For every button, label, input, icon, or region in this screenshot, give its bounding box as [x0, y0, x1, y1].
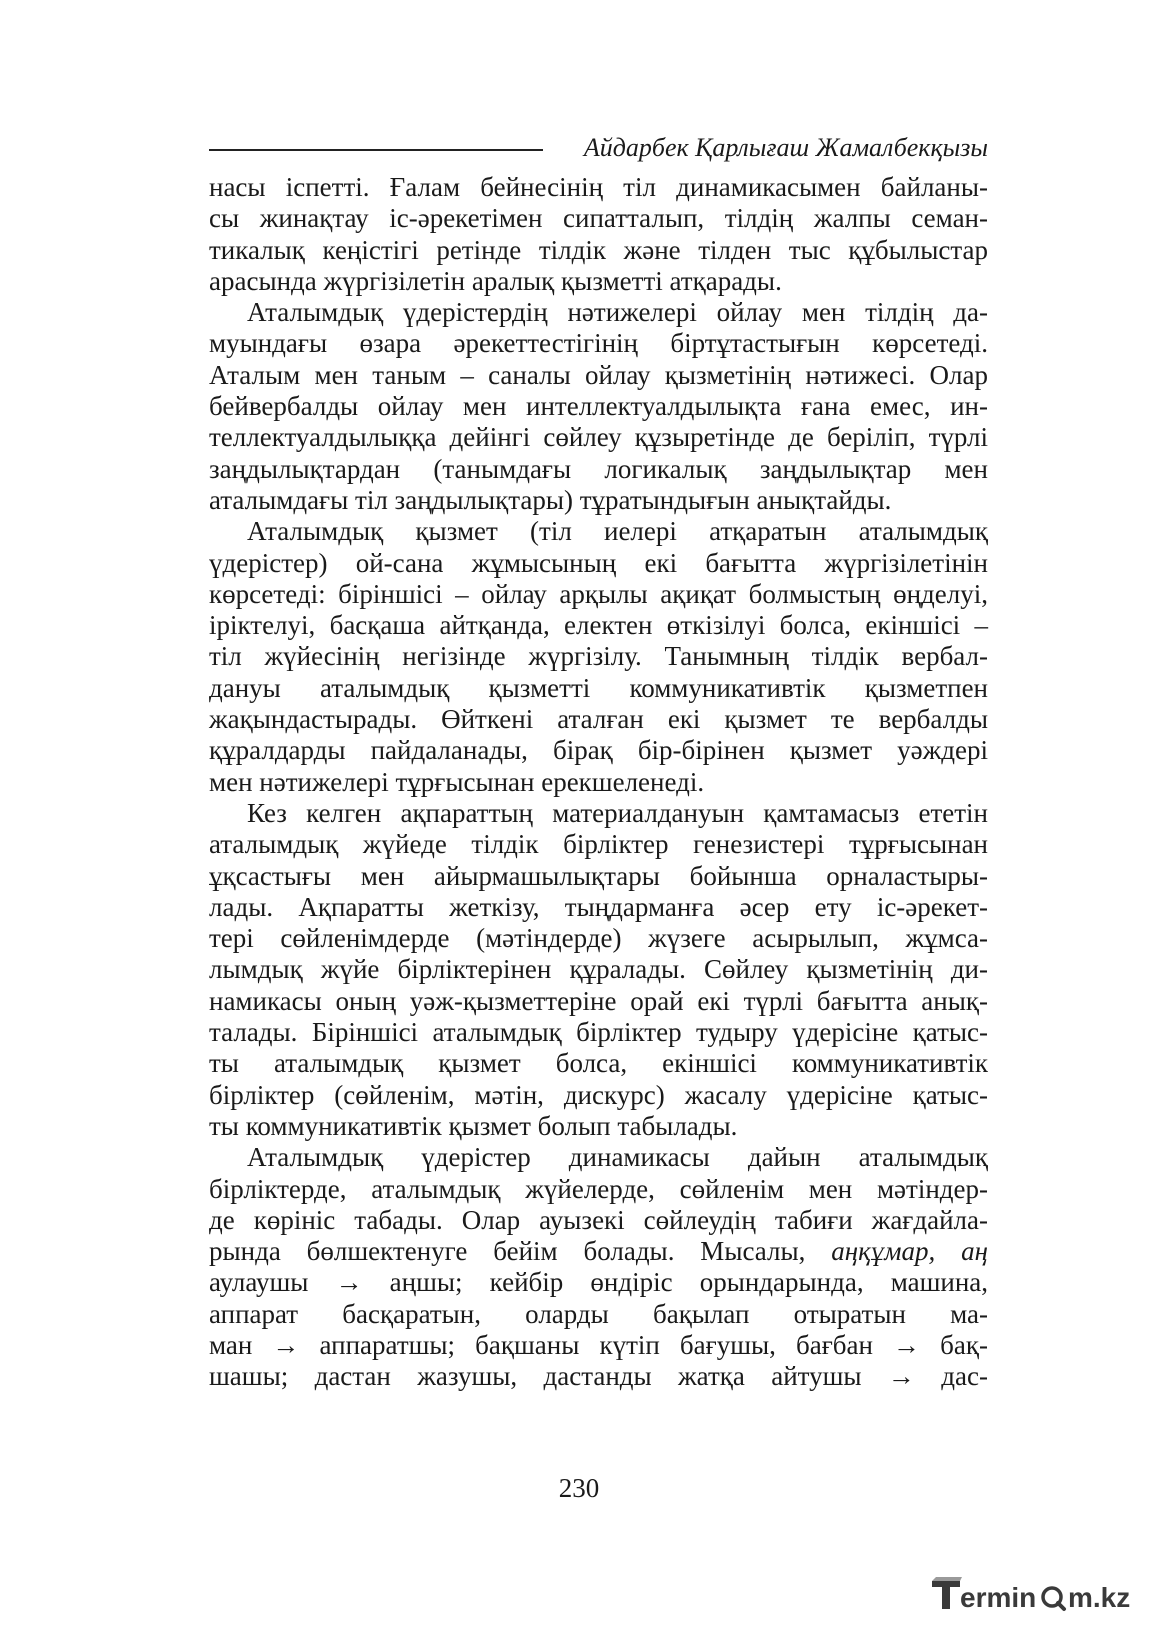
- text-line: теллектуалдылыққа дейінгі сөйлеу құзыретінде де беріліп, түрлі: [209, 422, 988, 453]
- text-line: жақындастырады. Өйткені аталған екі қызмет те вербалды: [209, 704, 988, 735]
- text-line: арасында жүргізілетін аралық қызметті атқарады.: [209, 265, 782, 296]
- text-line: іріктелуі, басқаша айтқанда, електен өткізілуі болса, екіншісі –: [209, 610, 988, 641]
- text-line: насы іспетті. Ғалам бейнесінің тіл динамикасымен байланы-: [209, 172, 988, 202]
- text-line: Аталымдық қызмет (тіл иелері атқаратын аталымдық: [247, 516, 988, 547]
- text-line: ұқсастығы мен айырмашылықтары бойынша орналастыры-: [209, 860, 988, 891]
- text-line: ты аталымдық қызмет болса, екіншісі коммуникативтік: [209, 1048, 988, 1079]
- running-head-author: Айдарбек Қарлығаш Жамалбекқызы: [583, 133, 988, 162]
- watermark-text-right: m.kz: [1068, 1582, 1131, 1613]
- text-line: аталымдық жүйеде тілдік бірліктер генезистері тұрғысынан: [209, 829, 988, 860]
- text-line: заңдылықтардан (танымдағы логикалық заңдылықтар мен: [209, 453, 988, 484]
- text-line: тіл жүйесінің негізінде жүргізілу. Танымның тілдік вербал-: [209, 641, 988, 672]
- text-line: аталымдағы тіл заңдылықтары) тұратындығын анықтайды.: [209, 484, 892, 515]
- magnifier-icon: [1043, 1588, 1064, 1609]
- example-text: аңқұмар, аң: [831, 1236, 988, 1267]
- page-number: 230: [558, 1473, 600, 1503]
- text-line: бірліктерде, аталымдық жүйелерде, сөйленім мен мәтіндер-: [209, 1173, 988, 1204]
- text-line: талады. Біріншісі аталымдық бірліктер тудыру үдерісіне қатыс-: [209, 1017, 988, 1048]
- text-line: тері сөйленімдерде (мәтіндерде) жүзеге асырылып, жұмса-: [209, 923, 988, 954]
- text-line: муындағы өзара әрекеттестігінің біртұтастығын көрсетеді.: [209, 328, 988, 359]
- text-line: лымдық жүйе бірліктерінен құралады. Сөйлеу қызметінің ди-: [209, 954, 988, 985]
- example-line: ман → аппаратшы; бақшаны күтіп бағушы, бағбан → бақ-: [209, 1329, 988, 1360]
- text-line: бейвербалды ойлау мен интеллектуалдылықта ғана емес, ин-: [209, 391, 988, 422]
- watermark-text-left: ermin: [960, 1582, 1037, 1613]
- text-line: тикалық кеңістігі ретінде тілдік және тілден тыс құбылыстар: [209, 234, 988, 265]
- text-line: Аталымдық үдерістердің нәтижелері ойлау мен тілдің да-: [247, 297, 988, 328]
- body-text: [209, 172, 988, 1393]
- text-line: дануы аталымдық қызметті коммуникативтік қызметпен: [209, 672, 988, 703]
- text-line: бірліктер (сөйленім, мәтін, дискурс) жасалу үдерісіне қатыс-: [209, 1079, 988, 1110]
- header-rule: [209, 149, 543, 151]
- text-line: көрсетеді: біріншісі – ойлау арқылы ақиқат болмыстың өңделуі,: [209, 578, 988, 609]
- text-line-mixed: [209, 1236, 988, 1267]
- watermark-logo: [930, 1569, 1142, 1619]
- text-line: намикасы оның уәж-қызметтеріне орай екі түрлі бағытта анық-: [209, 985, 988, 1016]
- text-line: де көрініс табады. Олар ауызекі сөйлеудің табиғи жағдайла-: [209, 1204, 988, 1235]
- running-head: [209, 131, 988, 167]
- text-line: лады. Ақпаратты жеткізу, тыңдарманға әсер ету іс-әрекет-: [209, 891, 988, 922]
- text-line: мен нәтижелері тұрғысынан ерекшеленеді.: [209, 766, 705, 797]
- text-line: үдерістер) ой-сана жұмысының екі бағытта жүргізілетінін: [209, 547, 988, 578]
- site-watermark: [930, 1569, 1142, 1619]
- text-line: сы жинақтау іс-әрекетімен сипатталып, тілдің жалпы семан-: [209, 203, 988, 234]
- example-line: шашы; дастан жазушы, дастанды жатқа айтушы → дас-: [209, 1361, 988, 1392]
- text-segment: рында бөлшектенуге бейім болады. Мысалы,: [209, 1236, 806, 1267]
- example-line: аппарат басқаратын, оларды бақылап отыратын ма-: [209, 1298, 988, 1329]
- t-letter-icon: [932, 1577, 962, 1609]
- example-line: аулаушы → аңшы; кейбір өндіріс орындарында, машина,: [209, 1267, 988, 1298]
- text-line: ты коммуникативтік қызмет болып табылады.: [209, 1110, 738, 1141]
- text-line: Аталым мен таным – саналы ойлау қызметінің нәтижесі. Олар: [209, 359, 988, 390]
- text-line: құралдарды пайдаланады, бірақ бір-бірінен қызмет уәждері: [209, 735, 988, 766]
- text-line: Кез келген ақпараттың материалдануын қамтамасыз ететін: [247, 797, 988, 828]
- text-line: Аталымдық үдерістер динамикасы дайын аталымдық: [247, 1142, 988, 1173]
